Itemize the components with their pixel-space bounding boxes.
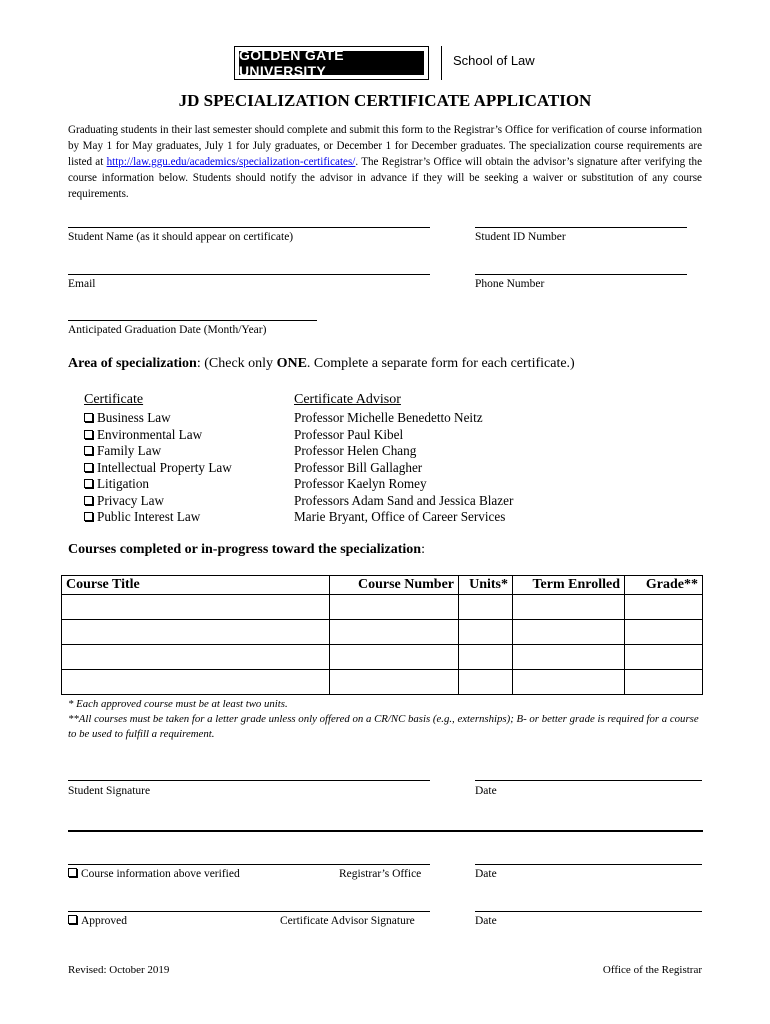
advisor-name: Professor Paul Kibel — [294, 426, 404, 442]
table-row — [62, 620, 703, 645]
registrar-label: Registrar’s Office — [339, 868, 422, 880]
certificate-name: Privacy Law — [97, 492, 165, 508]
logo-divider — [441, 46, 442, 80]
intro-text-end: . The Registrar’s Office will obtain the advisor’s signature after verifying the course information below. Students should notify the advisor in advance if they will be seeking a waiver or substitution of any course requirements. — [68, 156, 702, 200]
certificate-name: Public Interest Law — [97, 509, 201, 524]
advisor-name: Marie Bryant, Office of Career Services — [294, 509, 506, 524]
student-date-label: Date — [475, 785, 497, 797]
advisor-name: Professors Adam Sand and Jessica Blazer — [294, 492, 514, 508]
approved-label: Approved — [81, 915, 127, 927]
student-name-label: Student Name (as it should appear on certificate) — [68, 231, 294, 243]
courses-heading-colon: : — [421, 542, 425, 557]
university-name: GOLDEN GATE UNIVERSITY — [239, 51, 424, 75]
cell[interactable] — [459, 670, 513, 695]
certificate-header: Certificate — [84, 392, 144, 407]
cell[interactable] — [330, 645, 459, 670]
checkbox-icon[interactable] — [84, 463, 93, 472]
cell[interactable] — [62, 595, 330, 620]
cell[interactable] — [513, 670, 625, 695]
cell[interactable] — [513, 620, 625, 645]
col-course-number: Course Number — [330, 576, 459, 595]
phone-label: Phone Number — [475, 278, 545, 290]
courses-table — [61, 575, 703, 695]
cell[interactable] — [625, 620, 703, 645]
university-logo — [234, 46, 429, 80]
checkbox-icon[interactable] — [84, 479, 93, 488]
checkbox-icon[interactable] — [68, 915, 77, 924]
advisor-header: Certificate Advisor — [294, 392, 401, 407]
phone-line[interactable] — [475, 274, 687, 275]
certificate-option[interactable] — [84, 493, 232, 510]
graduation-date-line[interactable] — [68, 320, 317, 321]
office-name: Office of the Registrar — [602, 964, 702, 976]
checkbox-icon[interactable] — [84, 446, 93, 455]
area-instruction — [68, 356, 575, 372]
advisor-name: Professor Bill Gallagher — [294, 459, 423, 475]
advisor-name: Professor Michelle Benedetto Neitz — [294, 410, 483, 425]
revised-date: Revised: October 2019 — [68, 964, 170, 976]
certificate-option[interactable] — [84, 443, 232, 460]
graduation-date-label: Anticipated Graduation Date (Month/Year) — [68, 324, 267, 336]
advisor-signature-line[interactable] — [68, 911, 430, 912]
checkbox-icon[interactable] — [84, 512, 93, 521]
certificate-name: Business Law — [97, 410, 171, 425]
registrar-date-line[interactable] — [475, 864, 702, 865]
registrar-signature-line[interactable] — [68, 864, 430, 865]
approved-option[interactable] — [68, 915, 127, 927]
units-note: * Each approved course must be at least two units. — [68, 698, 288, 710]
school-name: School of Law — [453, 53, 535, 68]
advisor-list — [294, 410, 513, 526]
courses-heading-text: Courses completed or in-progress toward the specialization — [68, 542, 422, 557]
table-row — [62, 645, 703, 670]
col-term: Term Enrolled — [513, 576, 625, 595]
student-id-line[interactable] — [475, 227, 687, 228]
area-text-end: . Complete a separate form for each certificate.) — [306, 356, 575, 371]
certificate-name: Environmental Law — [97, 426, 203, 442]
cell[interactable] — [62, 645, 330, 670]
section-divider — [68, 830, 703, 832]
table-header-row — [62, 576, 703, 595]
cell[interactable] — [625, 595, 703, 620]
advisor-name: Professor Helen Chang — [294, 443, 417, 458]
cell[interactable] — [330, 595, 459, 620]
student-signature-label: Student Signature — [68, 785, 151, 797]
table-row — [62, 595, 703, 620]
cell[interactable] — [625, 645, 703, 670]
checkbox-icon[interactable] — [84, 496, 93, 505]
area-text: : (Check only — [196, 356, 277, 371]
email-label: Email — [68, 278, 96, 290]
advisor-date-line[interactable] — [475, 911, 702, 912]
grade-note: **All courses must be taken for a letter grade unless only offered on a CR/NC basis (e.g., externships); B- or better grade is required for a course to be used to fulfill a requirement. — [68, 713, 699, 740]
certificate-option[interactable] — [84, 427, 232, 444]
cell[interactable] — [330, 670, 459, 695]
student-signature-line[interactable] — [68, 780, 430, 781]
cell[interactable] — [62, 620, 330, 645]
cell[interactable] — [62, 670, 330, 695]
cell[interactable] — [625, 670, 703, 695]
checkbox-icon[interactable] — [84, 430, 93, 439]
cell[interactable] — [459, 645, 513, 670]
col-units: Units* — [459, 576, 513, 595]
courses-heading — [68, 542, 425, 558]
certificate-option[interactable] — [84, 410, 232, 427]
student-name-line[interactable] — [68, 227, 430, 228]
area-label: Area of specialization — [68, 356, 197, 371]
registrar-date-label: Date — [475, 868, 497, 880]
email-line[interactable] — [68, 274, 430, 275]
course-verified-label: Course information above verified — [81, 868, 240, 880]
cell[interactable] — [459, 620, 513, 645]
col-grade: Grade** — [625, 576, 703, 595]
checkbox-icon[interactable] — [84, 413, 93, 422]
form-title: JD SPECIALIZATION CERTIFICATE APPLICATION — [178, 91, 592, 110]
specialization-link[interactable]: http://law.ggu.edu/academics/specialization-certificates/ — [106, 156, 356, 168]
certificate-option[interactable] — [84, 460, 232, 477]
certificate-option[interactable] — [84, 509, 232, 526]
student-id-label: Student ID Number — [475, 231, 566, 243]
advisor-name: Professor Kaelyn Romey — [294, 476, 427, 491]
col-course-title: Course Title — [62, 576, 330, 595]
certificate-name: Intellectual Property Law — [97, 459, 232, 475]
advisor-date-label: Date — [475, 915, 497, 927]
cell[interactable] — [459, 595, 513, 620]
course-verified-option[interactable] — [68, 868, 240, 880]
cell[interactable] — [513, 595, 625, 620]
student-date-line[interactable] — [475, 780, 702, 781]
certificate-name: Family Law — [97, 443, 162, 458]
course-notes — [68, 697, 708, 742]
advisor-signature-label: Certificate Advisor Signature — [280, 915, 415, 927]
table-row — [62, 670, 703, 695]
cell[interactable] — [330, 620, 459, 645]
certificate-list — [84, 410, 232, 526]
cell[interactable] — [513, 645, 625, 670]
checkbox-icon[interactable] — [68, 868, 77, 877]
certificate-name: Litigation — [97, 476, 150, 491]
intro-text: Graduating students in their last semester should complete and submit this form to the Registrar’s Office for verification of course information by May 1 for May graduates, July 1 for July graduates, or December 1 for December graduates. The specialization course requirements are listed at — [68, 124, 702, 168]
intro-paragraph — [68, 122, 702, 202]
area-bold: ONE — [276, 356, 307, 371]
certificate-option[interactable] — [84, 476, 232, 493]
